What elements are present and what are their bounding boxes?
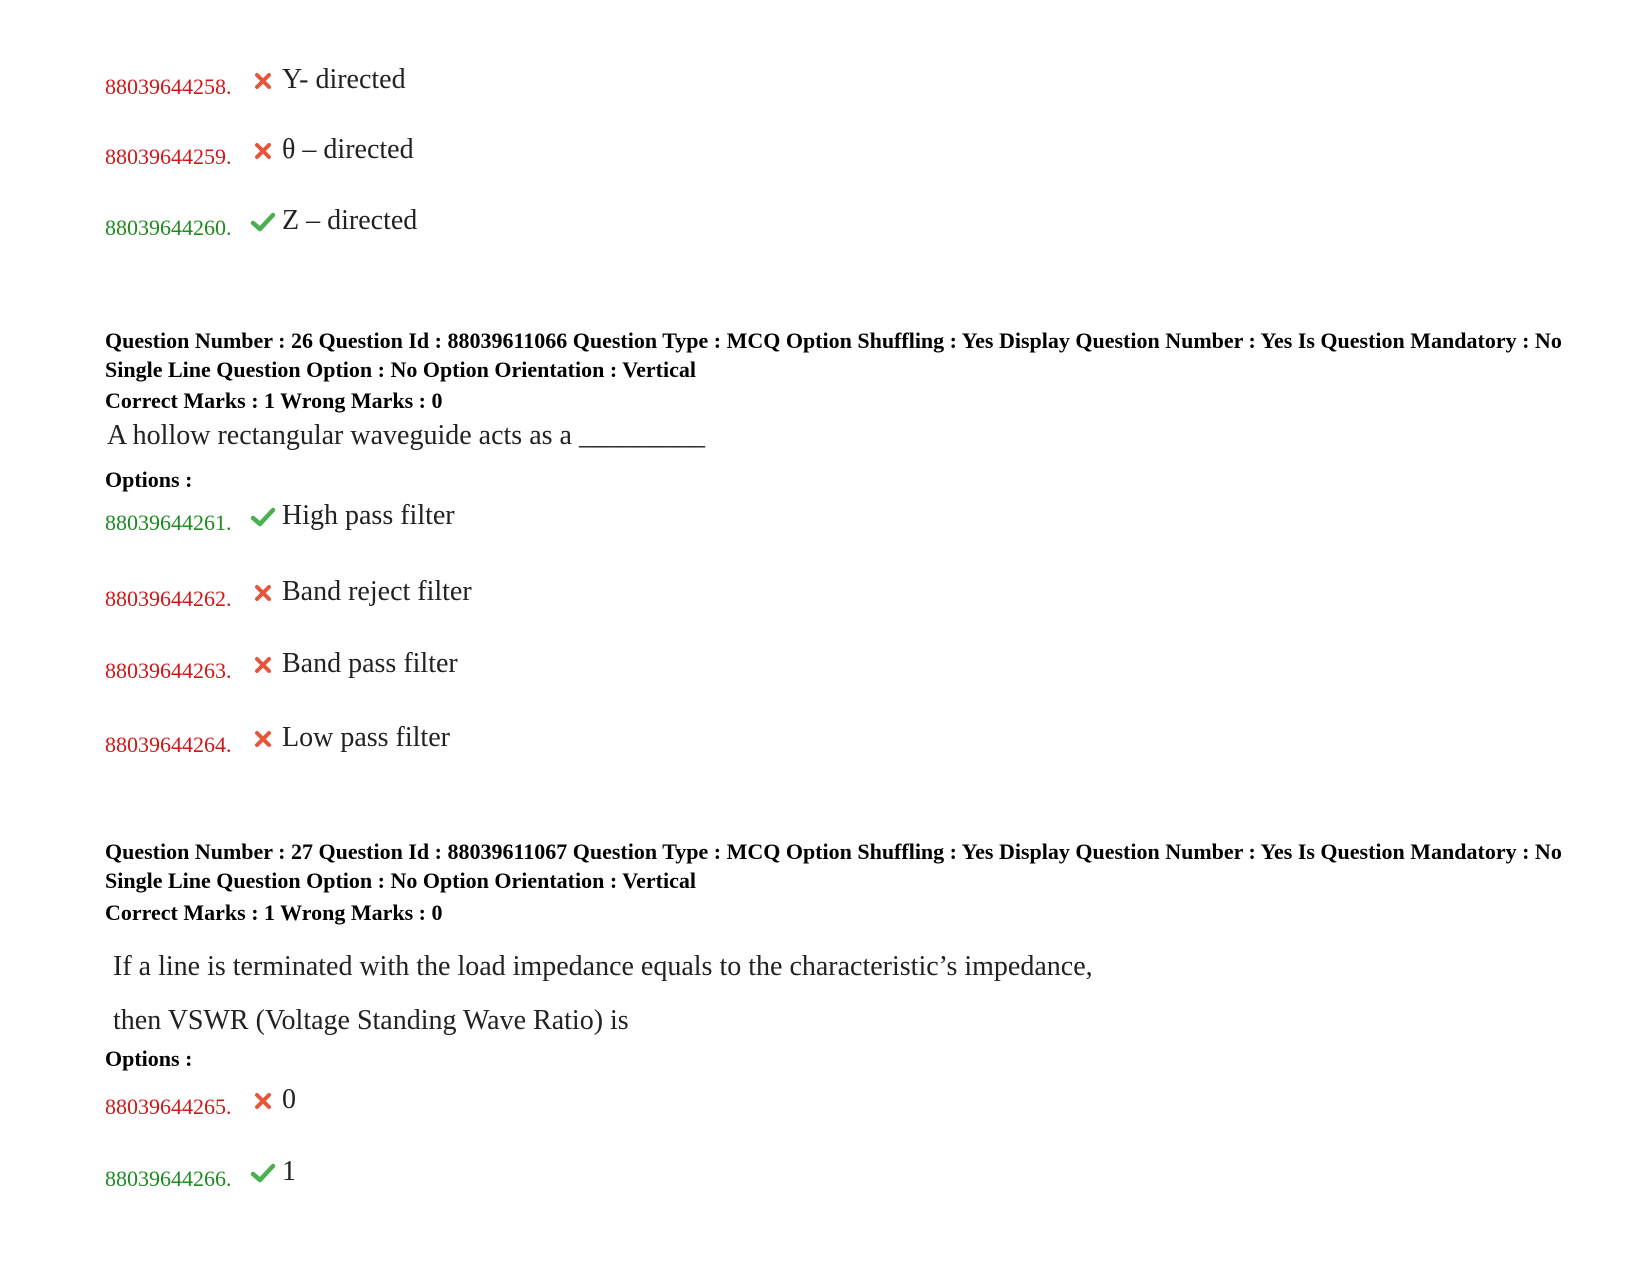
option-id: 88039644258.: [105, 74, 232, 99]
option-row: [105, 724, 450, 756]
option-text: Band reject filter: [282, 576, 472, 607]
check-icon: [250, 211, 276, 233]
option-row: [105, 136, 414, 168]
option-text: Band pass filter: [282, 648, 458, 679]
question-text-line-1: If a line is terminated with the load impedance equals to the characteristic’s impedance,: [113, 951, 1093, 982]
option-id: 88039644262.: [105, 586, 232, 611]
option-row: [105, 650, 458, 682]
cross-icon: [250, 654, 276, 676]
question-meta: Question Number : 26 Question Id : 88039611066 Question Type : MCQ Option Shuffling : Yes Display Question Number : Yes Is Question Mandatory : No Single Line Question Option : No Option Orientation : Vertical: [105, 328, 1562, 382]
option-id: 88039644265.: [105, 1094, 232, 1119]
question-text-line-2: then VSWR (Voltage Standing Wave Ratio) is: [113, 1005, 629, 1036]
option-text: Low pass filter: [282, 722, 450, 753]
option-row: [105, 1158, 296, 1190]
check-icon: [250, 1162, 276, 1184]
option-row: [105, 66, 406, 98]
option-row: [105, 1086, 296, 1118]
option-id: 88039644264.: [105, 732, 232, 757]
question-meta: Question Number : 27 Question Id : 88039611067 Question Type : MCQ Option Shuffling : Yes Display Question Number : Yes Is Question Mandatory : No Single Line Question Option : No Option Orientation : Vertical: [105, 839, 1562, 893]
option-text: 1: [282, 1156, 296, 1187]
option-text: θ – directed: [282, 134, 414, 165]
cross-icon: [250, 582, 276, 604]
option-row: [105, 207, 417, 239]
cross-icon: [250, 1090, 276, 1112]
option-id: 88039644259.: [105, 144, 232, 169]
question-marks: Correct Marks : 1 Wrong Marks : 0: [105, 900, 443, 925]
option-id: 88039644261.: [105, 510, 232, 535]
option-text: High pass filter: [282, 500, 455, 531]
check-icon: [250, 506, 276, 528]
question-marks: Correct Marks : 1 Wrong Marks : 0: [105, 388, 443, 413]
cross-icon: [250, 728, 276, 750]
option-id: 88039644263.: [105, 658, 232, 683]
option-text: Y- directed: [282, 64, 406, 95]
options-label: Options :: [105, 1046, 193, 1071]
option-id: 88039644260.: [105, 215, 232, 240]
option-text: Z – directed: [282, 205, 418, 236]
option-text: 0: [282, 1084, 296, 1115]
cross-icon: [250, 70, 276, 92]
cross-icon: [250, 140, 276, 162]
question-text: A hollow rectangular waveguide acts as a _________: [107, 420, 705, 451]
options-label: Options :: [105, 467, 193, 492]
option-row: [105, 578, 472, 610]
option-row: [105, 502, 455, 534]
option-id: 88039644266.: [105, 1166, 232, 1191]
